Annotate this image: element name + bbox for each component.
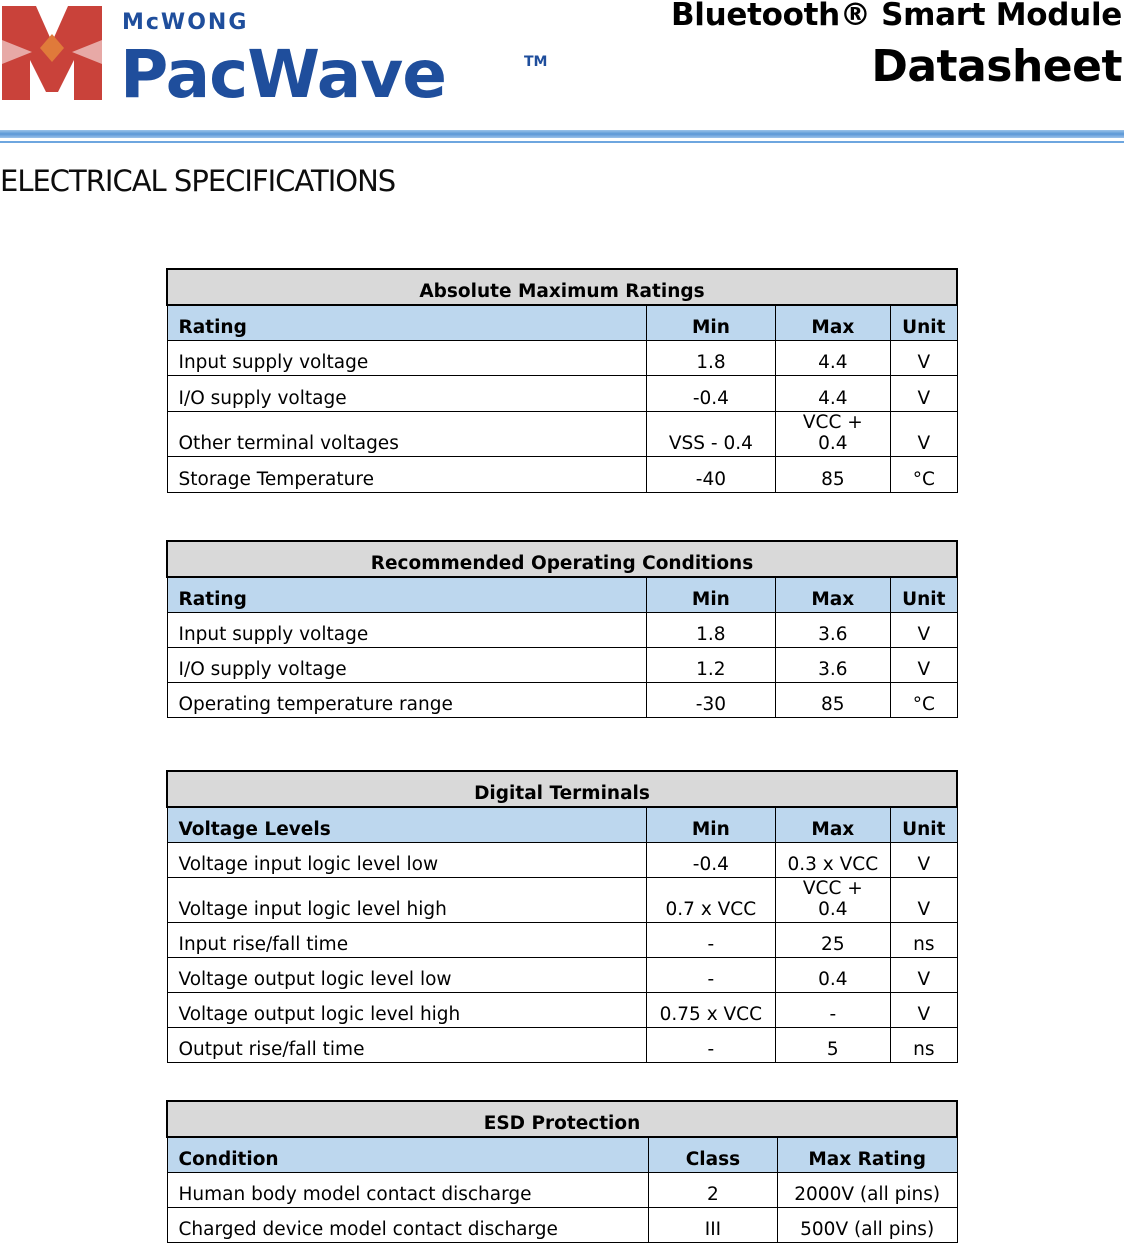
- table-cell: V: [891, 412, 957, 457]
- table-row: [167, 376, 957, 412]
- table-cell: Charged device model contact discharge: [167, 1208, 649, 1243]
- table-cell: Output rise/fall time: [167, 1028, 647, 1063]
- table-cell: °C: [891, 683, 957, 718]
- table-cell: 2: [649, 1173, 778, 1208]
- table-row: [167, 878, 957, 923]
- table-cell: 2000V (all pins): [777, 1173, 957, 1208]
- table-cell: 1.2: [647, 648, 775, 683]
- document-title: [671, 0, 1122, 94]
- document-title-line2: Datasheet: [871, 41, 1122, 92]
- table-cell: Input supply voltage: [167, 613, 647, 648]
- table-cell: 0.7 x VCC: [647, 878, 775, 923]
- table-cell: VCC + 0.4: [775, 878, 891, 923]
- table-cell: -: [647, 958, 775, 993]
- table-cell: 3.6: [775, 613, 891, 648]
- column-header: Max: [775, 807, 891, 843]
- table-caption: Recommended Operating Conditions: [167, 541, 957, 577]
- table-caption: Absolute Maximum Ratings: [167, 269, 957, 305]
- column-header: Unit: [891, 305, 957, 341]
- table-cell: V: [891, 993, 957, 1028]
- table-caption: Digital Terminals: [167, 771, 957, 807]
- table-row: [167, 457, 957, 493]
- column-header: Unit: [891, 577, 957, 613]
- table-cell: Voltage output logic level low: [167, 958, 647, 993]
- absolute-max-ratings-table: [166, 268, 958, 493]
- mcwong-pacwave-logo: [0, 0, 560, 110]
- table-row: [167, 648, 957, 683]
- table-cell: Voltage input logic level low: [167, 843, 647, 878]
- digital-terminals-table: [166, 770, 958, 1063]
- column-header: Voltage Levels: [167, 807, 647, 843]
- table-cell: 85: [775, 457, 891, 493]
- table-row: [167, 683, 957, 718]
- logo-company-text: McWONG: [122, 10, 249, 35]
- table-cell: °C: [891, 457, 957, 493]
- table-cell: 0.75 x VCC: [647, 993, 775, 1028]
- table-cell: Storage Temperature: [167, 457, 647, 493]
- table-cell: 0.3 x VCC: [775, 843, 891, 878]
- table-cell: -: [647, 1028, 775, 1063]
- table-cell: V: [891, 341, 957, 376]
- table-cell: V: [891, 878, 957, 923]
- table-cell: VSS - 0.4: [647, 412, 775, 457]
- document-title-line1: Bluetooth® Smart Module: [670, 0, 1122, 33]
- column-header: Class: [649, 1137, 778, 1173]
- table-cell: V: [891, 958, 957, 993]
- table-cell: VCC + 0.4: [775, 412, 891, 457]
- header-rule: [0, 130, 1124, 138]
- table-cell: ns: [891, 923, 957, 958]
- table-cell: Operating temperature range: [167, 683, 647, 718]
- column-header: Max: [775, 305, 891, 341]
- table-cell: Human body model contact discharge: [167, 1173, 649, 1208]
- table-cell: V: [891, 843, 957, 878]
- column-header: Max Rating: [777, 1137, 957, 1173]
- table-cell: 85: [775, 683, 891, 718]
- table-cell: 0.4: [775, 958, 891, 993]
- column-header: Rating: [167, 305, 647, 341]
- column-header: Max: [775, 577, 891, 613]
- table-cell: -0.4: [647, 843, 775, 878]
- table-row: [167, 958, 957, 993]
- logo-product-text: PacWave: [120, 36, 447, 110]
- column-header: Condition: [167, 1137, 649, 1173]
- table-cell: Input rise/fall time: [167, 923, 647, 958]
- table-cell: 4.4: [775, 341, 891, 376]
- table-cell: V: [891, 376, 957, 412]
- table-cell: Input supply voltage: [167, 341, 647, 376]
- table-cell: 500V (all pins): [777, 1208, 957, 1243]
- column-header: Min: [647, 807, 775, 843]
- table-cell: ns: [891, 1028, 957, 1063]
- column-header: Rating: [167, 577, 647, 613]
- table-cell: Voltage input logic level high: [167, 878, 647, 923]
- table-cell: 3.6: [775, 648, 891, 683]
- table-cell: 1.8: [647, 613, 775, 648]
- logo-graphic: [0, 0, 560, 110]
- column-header: Min: [647, 305, 775, 341]
- table-cell: -40: [647, 457, 775, 493]
- table-row: [167, 843, 957, 878]
- table-cell: -0.4: [647, 376, 775, 412]
- section-heading: ELECTRICAL SPECIFICATIONS: [0, 164, 396, 198]
- table-cell: V: [891, 613, 957, 648]
- table-caption: ESD Protection: [167, 1101, 957, 1137]
- table-cell: Voltage output logic level high: [167, 993, 647, 1028]
- table-cell: 25: [775, 923, 891, 958]
- table-cell: 4.4: [775, 376, 891, 412]
- table-row: [167, 993, 957, 1028]
- recommended-operating-conditions-table: [166, 540, 958, 718]
- table-row: [167, 1028, 957, 1063]
- table-cell: -: [647, 923, 775, 958]
- logo-trademark-text: TM: [524, 54, 548, 70]
- header-rule-thin: [0, 141, 1124, 143]
- table-cell: -30: [647, 683, 775, 718]
- table-row: [167, 1173, 957, 1208]
- table-cell: III: [649, 1208, 778, 1243]
- table-cell: 5: [775, 1028, 891, 1063]
- table-row: [167, 341, 957, 376]
- table-cell: 1.8: [647, 341, 775, 376]
- table-cell: I/O supply voltage: [167, 376, 647, 412]
- table-row: [167, 1208, 957, 1243]
- table-cell: Other terminal voltages: [167, 412, 647, 457]
- column-header: Unit: [891, 807, 957, 843]
- column-header: Min: [647, 577, 775, 613]
- table-cell: V: [891, 648, 957, 683]
- table-row: [167, 412, 957, 457]
- table-row: [167, 613, 957, 648]
- table-cell: -: [775, 993, 891, 1028]
- table-cell: I/O supply voltage: [167, 648, 647, 683]
- table-row: [167, 923, 957, 958]
- m-mark-icon: [2, 6, 102, 100]
- esd-protection-table: [166, 1100, 958, 1243]
